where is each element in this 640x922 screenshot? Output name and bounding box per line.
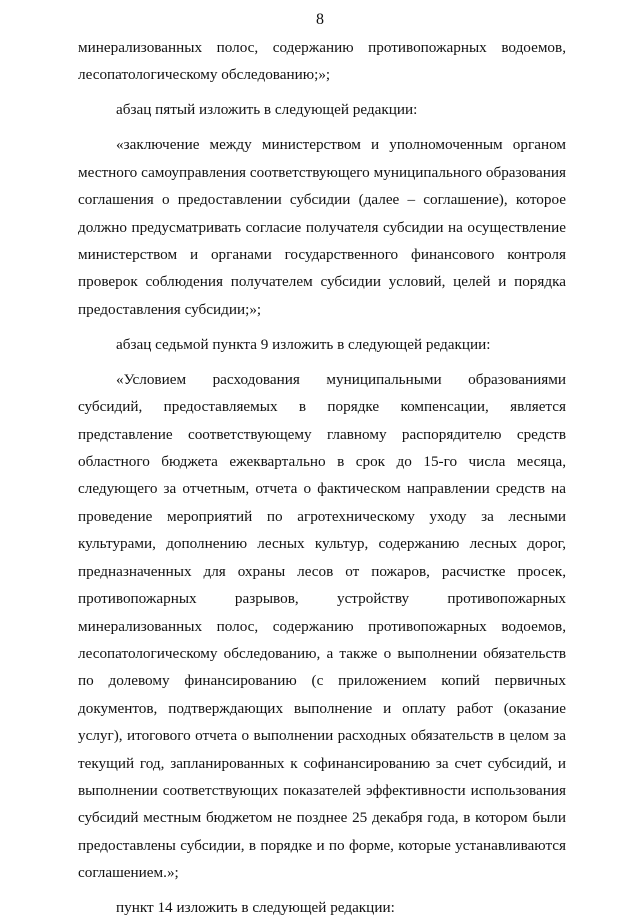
paragraph-quoted-agreement: «заключение между министерством и уполномоченным органом местного самоуправления соответствующего муниципального образования соглашения о предоставлении субсидии (далее – соглашение), которое должно предусматривать согласие получателя субсидии на осуществление министерством и органами государственного финансового контроля проверок соблюдения получателем субсидии условий, целей и порядка предоставления субсидии;»; [78,136,566,318]
document-body [78,34,566,922]
paragraph-amendment-intro: абзац седьмой пункта 9 изложить в следующей редакции: [116,335,491,353]
page-number: 8 [316,11,324,28]
paragraph-amendment-intro: пункт 14 изложить в следующей редакции: [116,899,395,917]
paragraph-amendment-intro: абзац пятый изложить в следующей редакции: [116,101,418,119]
paragraph-quoted-condition: «Условием расходования муниципальными образованиями субсидий, предоставляемых в порядке компенсации, является представление соответствующему главному распорядителю средств областного бюджета ежеквартально в срок до 15-го числа месяца, следующего за отчетным, отчета о фактическом направлении средств на проведение мероприятий по агротехническому уходу за лесными культурами, дополнению лесных культур, содержанию лесных дорог, предназначенных для охраны лесов от пожаров, расчистке просек, противопожарных разрывов, устройству противопожарных минерализованных полос, содержанию противопожарных водоемов, лесопатологическому обследованию, а также о выполнении обязательств по долевому финансированию (с приложением копий первичных документов, подтверждающих выполнение и оплату работ (оказание услуг), итогового отчета о выполнении расходных обязательств в целом за текущий год, запланированных к софинансированию за счет субсидий, и выполнении соответствующих показателей эффективности использования субсидий местным бюджетом не позднее 25 декабря года, в котором были предоставлены субсидии, в порядке и по форме, которые устанавливаются соглашением.»; [78,370,566,882]
paragraph-continuation: минерализованных полос, содержанию противопожарных водоемов, лесопатологическому обследованию;»; [78,39,566,84]
